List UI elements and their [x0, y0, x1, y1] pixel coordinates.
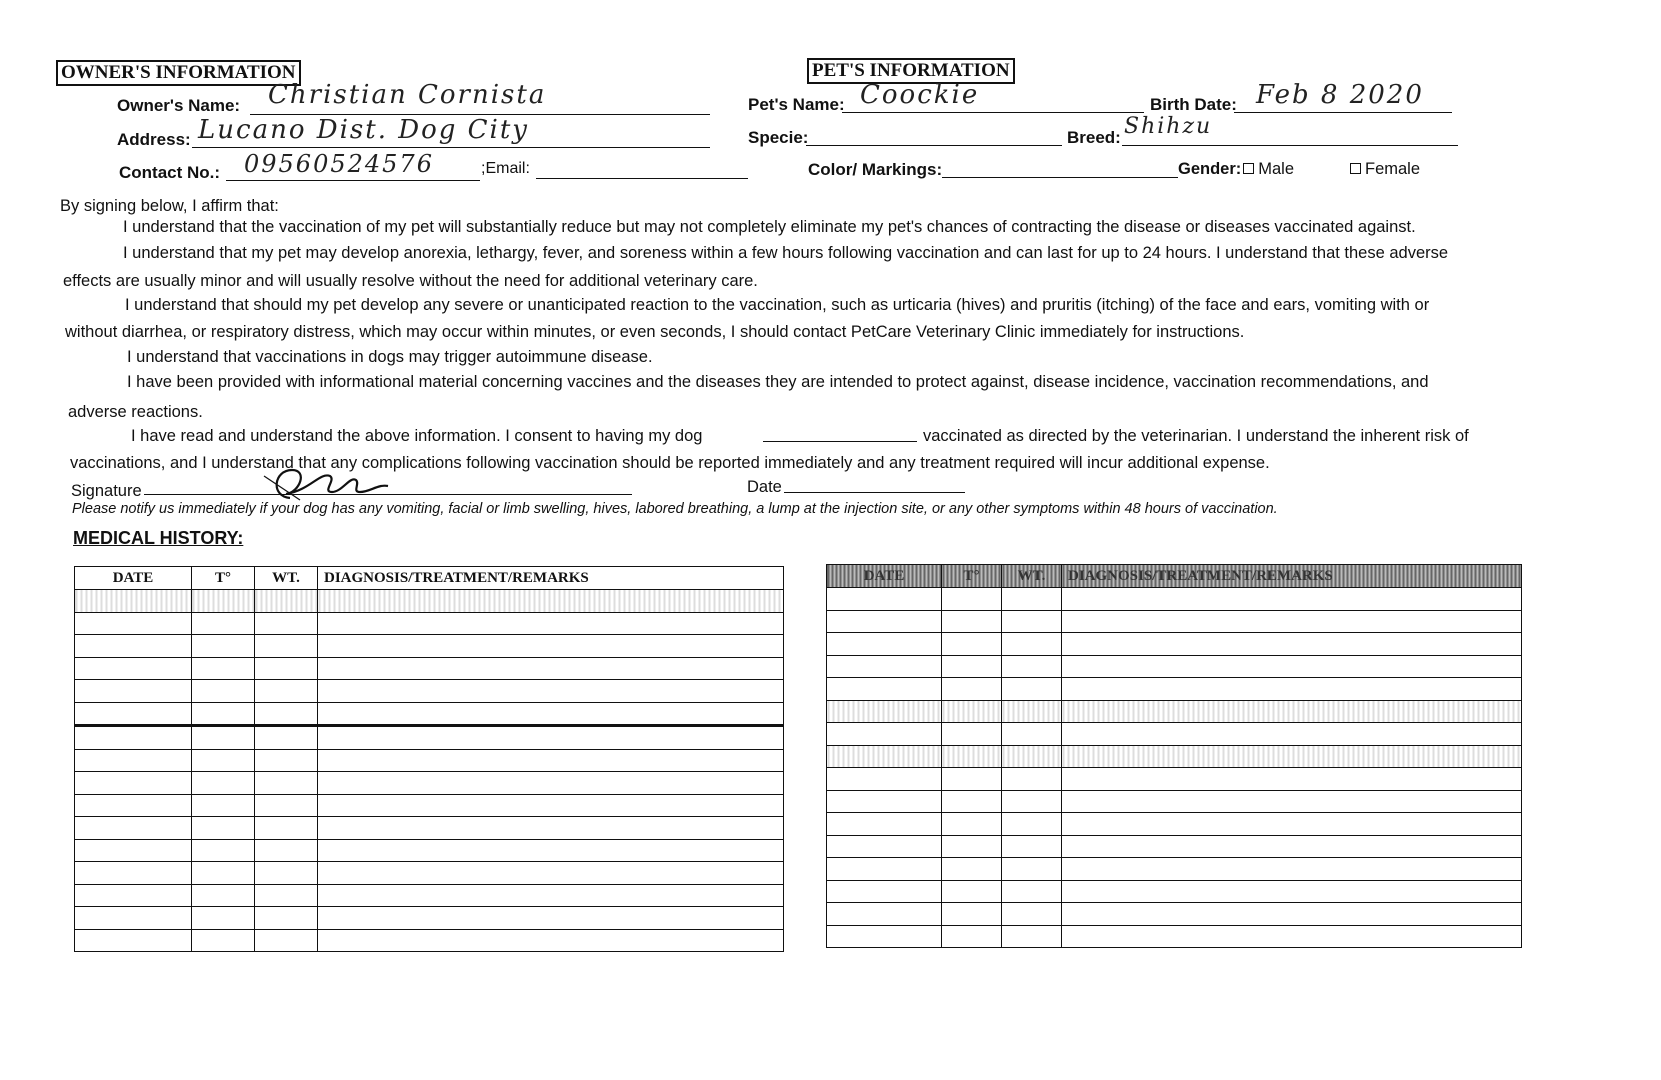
- table-header-row: [75, 567, 784, 590]
- table-cell[interactable]: [192, 657, 255, 680]
- table-cell[interactable]: [827, 745, 942, 768]
- table-cell[interactable]: [1002, 723, 1062, 746]
- table-cell[interactable]: [942, 745, 1002, 768]
- specie-label: Specie:: [748, 128, 809, 147]
- table-cell[interactable]: [1062, 880, 1522, 903]
- table-cell[interactable]: [1062, 610, 1522, 633]
- table-row: [75, 680, 784, 703]
- col-weight: WT.: [1002, 565, 1062, 588]
- table-cell[interactable]: [255, 680, 318, 703]
- table-row: [827, 655, 1522, 678]
- consent-p6b: vaccinations, and I understand that any complications following vaccination should be reported immediately and any treatment required will incur additional expense.: [70, 454, 1270, 472]
- medical-history-title: MEDICAL HISTORY:: [73, 528, 244, 548]
- signature-scribble: [260, 462, 410, 506]
- table-row: [827, 610, 1522, 633]
- table-cell[interactable]: [318, 817, 784, 840]
- table-row: [827, 633, 1522, 656]
- table-cell[interactable]: [942, 588, 1002, 611]
- table-cell[interactable]: [1002, 813, 1062, 836]
- table-cell[interactable]: [255, 749, 318, 772]
- table-cell[interactable]: [1062, 925, 1522, 948]
- gender-field: [1178, 160, 1294, 179]
- pet-name-label: Pet's Name:: [748, 95, 845, 114]
- col-weight: WT.: [255, 567, 318, 590]
- table-cell[interactable]: [942, 880, 1002, 903]
- table-cell[interactable]: [75, 657, 192, 680]
- table-cell[interactable]: [192, 884, 255, 907]
- table-row: [827, 903, 1522, 926]
- table-cell[interactable]: [942, 678, 1002, 701]
- table-row: [827, 925, 1522, 948]
- table-cell[interactable]: [1062, 678, 1522, 701]
- consent-p3a: I understand that should my pet develop any severe or unanticipated reaction to the vaccination, such as urticaria (hives) and pruritis (itching) of the face and ears, vomiting with or: [125, 296, 1430, 314]
- table-cell[interactable]: [255, 702, 318, 726]
- gender-label: Gender:: [1178, 160, 1242, 178]
- table-cell[interactable]: [75, 929, 192, 952]
- table-row: [75, 726, 784, 750]
- breed-value[interactable]: Shihzu: [1124, 114, 1213, 139]
- signature-label: Signature: [71, 482, 142, 500]
- table-row: [75, 657, 784, 680]
- consent-p5a: I have been provided with informational material concerning vaccines and the diseases they are intended to protect against, disease incidence, vaccination recommendations, and: [127, 373, 1429, 391]
- table-cell[interactable]: [255, 817, 318, 840]
- table-cell[interactable]: [255, 794, 318, 817]
- medical-history-table-left: [74, 566, 784, 952]
- table-cell[interactable]: [1002, 633, 1062, 656]
- birth-date-line: [1234, 112, 1452, 113]
- date-line[interactable]: [784, 492, 965, 493]
- contact-line: [226, 180, 480, 181]
- table-cell[interactable]: [318, 680, 784, 703]
- table-cell[interactable]: [192, 907, 255, 930]
- col-diagnosis: DIAGNOSIS/TREATMENT/REMARKS: [318, 567, 784, 590]
- pet-name-line: [842, 112, 1144, 113]
- address-label: Address:: [117, 130, 191, 149]
- table-row: [75, 702, 784, 726]
- table-cell[interactable]: [1062, 903, 1522, 926]
- table-cell[interactable]: [1002, 745, 1062, 768]
- col-date: DATE: [75, 567, 192, 590]
- table-cell[interactable]: [1062, 700, 1522, 723]
- owner-name-value[interactable]: Christian Cornista: [268, 80, 547, 110]
- table-cell[interactable]: [1002, 925, 1062, 948]
- table-row: [75, 794, 784, 817]
- table-cell[interactable]: [75, 749, 192, 772]
- table-cell[interactable]: [192, 772, 255, 795]
- table-row: [827, 678, 1522, 701]
- consent-p4: I understand that vaccinations in dogs may trigger autoimmune disease.: [127, 348, 653, 366]
- table-cell[interactable]: [192, 590, 255, 613]
- table-row: [75, 929, 784, 952]
- table-cell[interactable]: [192, 817, 255, 840]
- table-row: [827, 768, 1522, 791]
- table-cell[interactable]: [318, 929, 784, 952]
- breed-label: Breed:: [1067, 128, 1121, 147]
- table-cell[interactable]: [75, 612, 192, 635]
- col-date: DATE: [827, 565, 942, 588]
- specie-line[interactable]: [806, 145, 1062, 146]
- table-cell[interactable]: [942, 813, 1002, 836]
- color-markings-label: Color/ Markings:: [808, 160, 943, 179]
- table-cell[interactable]: [318, 839, 784, 862]
- table-cell[interactable]: [1002, 835, 1062, 858]
- owner-info-header: OWNER'S INFORMATION: [56, 60, 301, 86]
- table-cell[interactable]: [75, 862, 192, 885]
- table-cell[interactable]: [192, 702, 255, 726]
- table-cell[interactable]: [75, 702, 192, 726]
- table-row: [75, 817, 784, 840]
- pet-info-header: PET'S INFORMATION: [807, 58, 1015, 84]
- table-cell[interactable]: [1062, 790, 1522, 813]
- table-row: [75, 862, 784, 885]
- table-cell[interactable]: [1062, 813, 1522, 836]
- table-cell[interactable]: [942, 835, 1002, 858]
- table-cell[interactable]: [1062, 633, 1522, 656]
- address-value[interactable]: Lucano Dist. Dog City: [198, 115, 529, 145]
- table-cell[interactable]: [1002, 880, 1062, 903]
- table-cell[interactable]: [255, 839, 318, 862]
- table-cell[interactable]: [1062, 588, 1522, 611]
- table-cell[interactable]: [192, 929, 255, 952]
- table-cell[interactable]: [1062, 768, 1522, 791]
- birth-date-value[interactable]: Feb 8 2020: [1256, 80, 1424, 110]
- table-cell[interactable]: [318, 794, 784, 817]
- table-cell[interactable]: [255, 612, 318, 635]
- table-cell[interactable]: [1002, 768, 1062, 791]
- gender-male-label: Male: [1258, 160, 1295, 178]
- table-cell[interactable]: [75, 726, 192, 750]
- table-cell[interactable]: [255, 635, 318, 658]
- table-cell[interactable]: [75, 884, 192, 907]
- table-cell[interactable]: [255, 907, 318, 930]
- table-row: [75, 772, 784, 795]
- table-cell[interactable]: [827, 700, 942, 723]
- table-cell[interactable]: [827, 790, 942, 813]
- gender-female-field: [1348, 160, 1420, 179]
- breed-line: [1122, 145, 1458, 146]
- table-cell[interactable]: [942, 768, 1002, 791]
- address-line: [192, 147, 710, 148]
- table-cell[interactable]: [827, 880, 942, 903]
- color-markings-line[interactable]: [942, 177, 1178, 178]
- consent-intro: By signing below, I affirm that:: [60, 197, 279, 215]
- table-cell[interactable]: [192, 635, 255, 658]
- table-cell[interactable]: [192, 794, 255, 817]
- table-row: [75, 907, 784, 930]
- table-cell[interactable]: [255, 590, 318, 613]
- table-cell[interactable]: [318, 590, 784, 613]
- table-cell[interactable]: [827, 768, 942, 791]
- table-cell[interactable]: [318, 772, 784, 795]
- table-cell[interactable]: [192, 612, 255, 635]
- table-cell[interactable]: [318, 635, 784, 658]
- col-temp: T°: [192, 567, 255, 590]
- table-row: [75, 590, 784, 613]
- table-cell[interactable]: [827, 813, 942, 836]
- table-cell[interactable]: [75, 680, 192, 703]
- table-cell[interactable]: [1002, 903, 1062, 926]
- table-row: [75, 635, 784, 658]
- table-cell[interactable]: [75, 839, 192, 862]
- table-cell[interactable]: [827, 903, 942, 926]
- consent-p6a-pre: I have read and understand the above information. I consent to having my dog: [131, 427, 703, 445]
- table-cell[interactable]: [318, 702, 784, 726]
- medical-history-table-right: [826, 564, 1522, 948]
- table-row: [75, 839, 784, 862]
- table-cell[interactable]: [1062, 745, 1522, 768]
- table-cell[interactable]: [942, 655, 1002, 678]
- table-cell[interactable]: [75, 817, 192, 840]
- table-header-row: [827, 565, 1522, 588]
- col-diagnosis: DIAGNOSIS/TREATMENT/REMARKS: [1062, 565, 1522, 588]
- table-cell[interactable]: [318, 657, 784, 680]
- table-row: [827, 835, 1522, 858]
- table-cell[interactable]: [318, 884, 784, 907]
- consent-p2b: effects are usually minor and will usually resolve without the need for additional veterinary care.: [63, 272, 758, 290]
- table-cell[interactable]: [942, 723, 1002, 746]
- table-row: [75, 884, 784, 907]
- consent-p2a: I understand that my pet may develop anorexia, lethargy, fever, and soreness within a few hours following vaccination and can last for up to 24 hours. I understand that these adverse: [123, 244, 1449, 262]
- col-temp: T°: [942, 565, 1002, 588]
- email-line[interactable]: [536, 178, 748, 179]
- table-row: [827, 588, 1522, 611]
- table-cell[interactable]: [942, 610, 1002, 633]
- table-row: [827, 880, 1522, 903]
- table-cell[interactable]: [827, 655, 942, 678]
- table-cell[interactable]: [1002, 678, 1062, 701]
- table-cell[interactable]: [1002, 588, 1062, 611]
- gender-female-checkbox[interactable]: [1350, 163, 1361, 174]
- table-cell[interactable]: [255, 862, 318, 885]
- consent-p3b: without diarrhea, or respiratory distress, which may occur within minutes, or even seconds, I should contact PetCare Veterinary Clinic immediately for instructions.: [65, 323, 1245, 341]
- owner-name-label: Owner's Name:: [117, 96, 241, 115]
- table-cell[interactable]: [192, 862, 255, 885]
- table-cell[interactable]: [192, 839, 255, 862]
- table-cell[interactable]: [255, 657, 318, 680]
- date-label: Date: [747, 478, 782, 496]
- table-cell[interactable]: [318, 612, 784, 635]
- table-cell[interactable]: [1062, 723, 1522, 746]
- table-cell[interactable]: [75, 907, 192, 930]
- contact-label: Contact No.:: [119, 163, 221, 182]
- table-row: [827, 858, 1522, 881]
- table-cell[interactable]: [827, 858, 942, 881]
- table-cell[interactable]: [75, 794, 192, 817]
- dog-name-blank[interactable]: [763, 441, 917, 442]
- table-row: [827, 790, 1522, 813]
- table-cell[interactable]: [318, 862, 784, 885]
- consent-p1: [123, 214, 1416, 241]
- table-cell[interactable]: [192, 726, 255, 750]
- table-cell[interactable]: [942, 903, 1002, 926]
- table-cell[interactable]: [255, 726, 318, 750]
- table-cell[interactable]: [827, 723, 942, 746]
- birth-date-label: Birth Date:: [1150, 95, 1237, 114]
- pet-name-value[interactable]: Coockie: [860, 80, 980, 110]
- table-cell[interactable]: [942, 790, 1002, 813]
- table-cell[interactable]: [827, 835, 942, 858]
- table-cell[interactable]: [827, 678, 942, 701]
- table-cell[interactable]: [192, 680, 255, 703]
- table-cell[interactable]: [1062, 655, 1522, 678]
- table-row: [827, 700, 1522, 723]
- table-cell[interactable]: [827, 610, 942, 633]
- table-cell[interactable]: [942, 633, 1002, 656]
- email-label: ;Email:: [481, 160, 530, 177]
- table-cell[interactable]: [318, 907, 784, 930]
- table-row: [75, 749, 784, 772]
- table-cell[interactable]: [1002, 858, 1062, 881]
- consent-p5b: adverse reactions.: [68, 403, 203, 421]
- table-cell[interactable]: [942, 858, 1002, 881]
- table-cell[interactable]: [75, 590, 192, 613]
- consent-p1-text: I understand that the vaccination of my pet will substantially reduce but may not completely eliminate my pet's chances of contracting the disease or diseases vaccinated against.: [123, 218, 1416, 236]
- table-cell[interactable]: [75, 635, 192, 658]
- table-cell[interactable]: [75, 772, 192, 795]
- table-cell[interactable]: [255, 929, 318, 952]
- table-cell[interactable]: [255, 884, 318, 907]
- table-row: [827, 745, 1522, 768]
- contact-value[interactable]: 09560524576: [244, 150, 434, 178]
- table-row: [827, 813, 1522, 836]
- table-cell[interactable]: [1062, 858, 1522, 881]
- table-cell[interactable]: [942, 925, 1002, 948]
- table-cell[interactable]: [255, 772, 318, 795]
- table-cell[interactable]: [318, 749, 784, 772]
- table-row: [827, 723, 1522, 746]
- table-cell[interactable]: [1002, 790, 1062, 813]
- gender-male-checkbox[interactable]: [1243, 163, 1254, 174]
- table-cell[interactable]: [1062, 835, 1522, 858]
- table-cell[interactable]: [1002, 700, 1062, 723]
- table-cell[interactable]: [942, 700, 1002, 723]
- table-cell[interactable]: [1002, 610, 1062, 633]
- table-row: [75, 612, 784, 635]
- table-cell[interactable]: [1002, 655, 1062, 678]
- gender-female-label: Female: [1365, 160, 1421, 178]
- table-cell[interactable]: [318, 726, 784, 750]
- table-cell[interactable]: [827, 588, 942, 611]
- consent-p6a-post: vaccinated as directed by the veterinarian. I understand the inherent risk of: [923, 427, 1469, 445]
- table-cell[interactable]: [827, 925, 942, 948]
- table-cell[interactable]: [192, 749, 255, 772]
- table-cell[interactable]: [827, 633, 942, 656]
- notice-text: Please notify us immediately if your dog has any vomiting, facial or limb swelling, hives, labored breathing, a lump at the injection site, or any other symptoms within 48 hours of vaccination.: [72, 501, 1278, 517]
